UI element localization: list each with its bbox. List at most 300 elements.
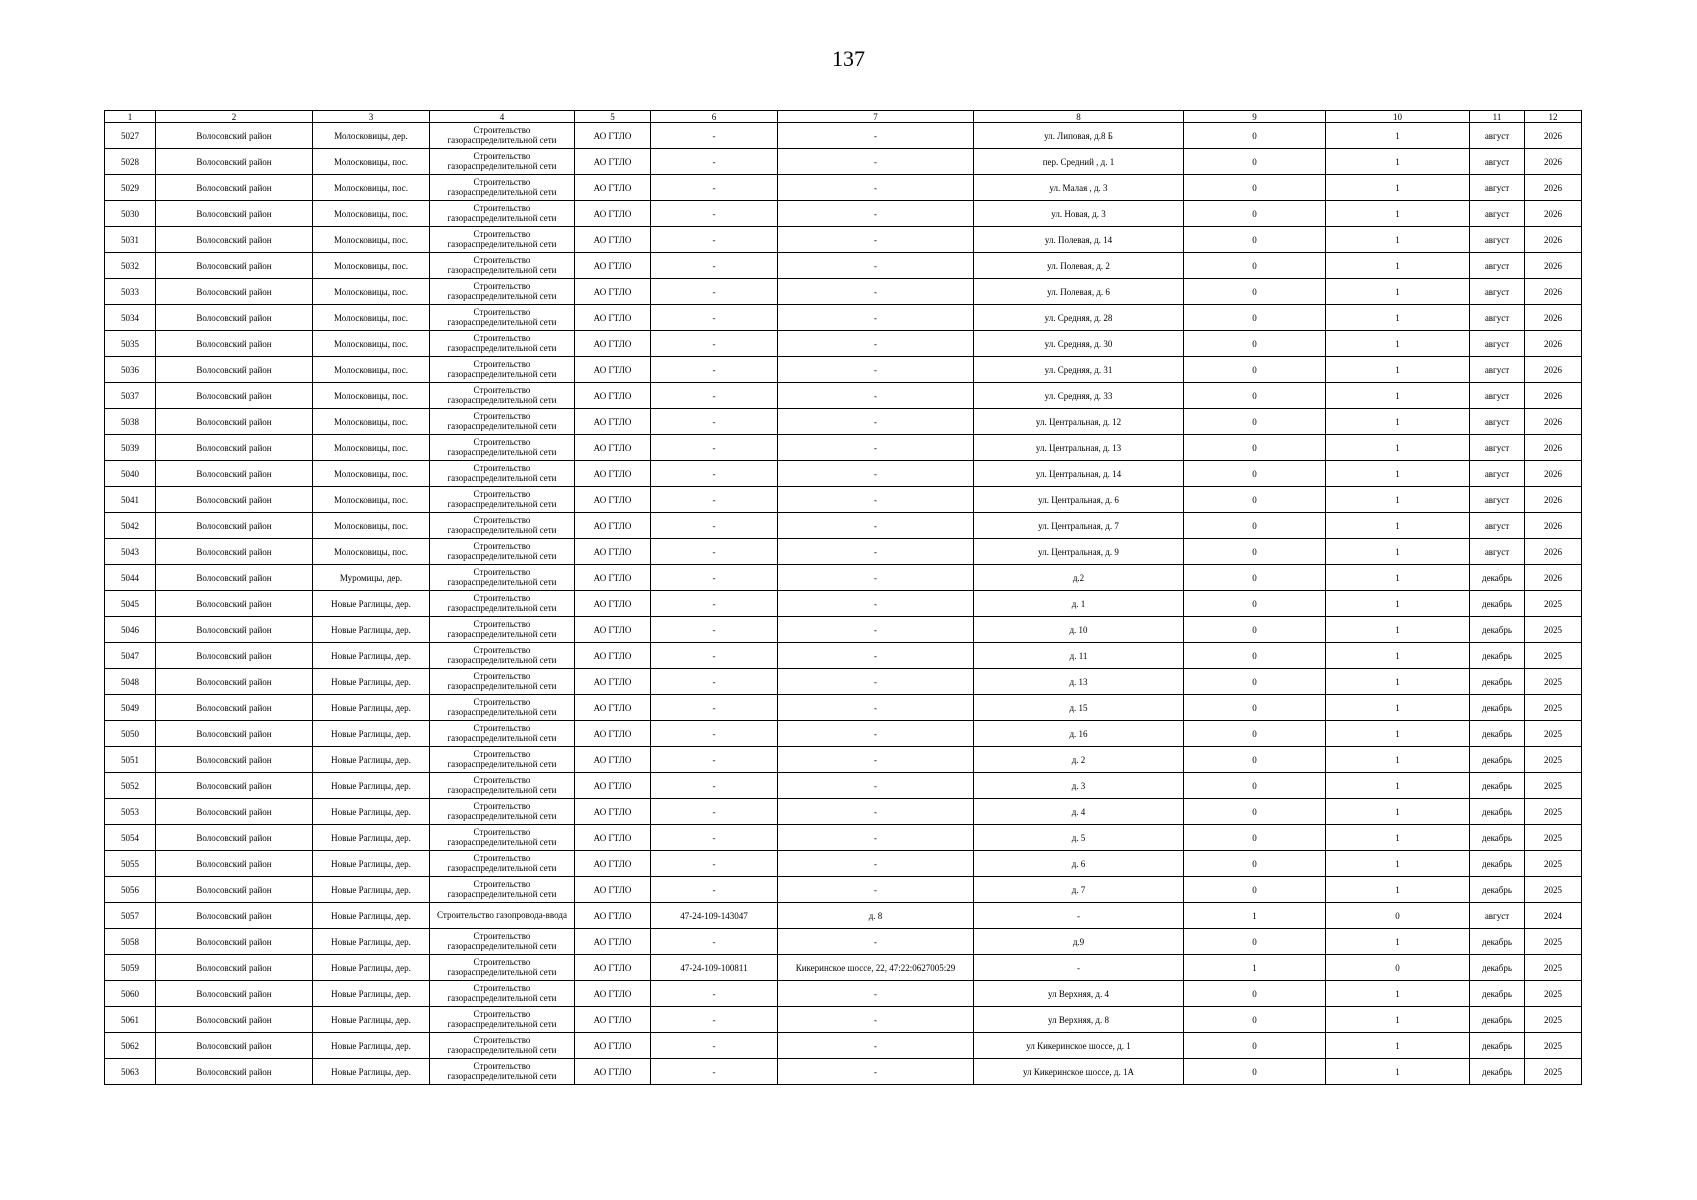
table-cell: АО ГТЛО	[575, 1059, 651, 1085]
table-cell: 0	[1184, 877, 1326, 903]
table-cell: 2025	[1525, 1059, 1582, 1085]
table-cell: 0	[1184, 825, 1326, 851]
table-cell: август	[1470, 487, 1525, 513]
table-cell: -	[651, 253, 778, 279]
table-cell: 5050	[105, 721, 156, 747]
table-cell: -	[651, 1033, 778, 1059]
table-cell: Новые Раглицы, дер.	[313, 721, 430, 747]
table-cell: декабрь	[1470, 643, 1525, 669]
table-cell: Волосовский район	[156, 279, 313, 305]
table-cell: 5060	[105, 981, 156, 1007]
table-cell: АО ГТЛО	[575, 149, 651, 175]
table-cell: Строительство газораспределительной сети	[430, 799, 575, 825]
table-cell: декабрь	[1470, 1059, 1525, 1085]
table-cell: декабрь	[1470, 981, 1525, 1007]
table-row	[105, 981, 1582, 1007]
table-cell: АО ГТЛО	[575, 591, 651, 617]
table-cell: Новые Раглицы, дер.	[313, 799, 430, 825]
table-cell: 0	[1184, 383, 1326, 409]
table-cell: ул. Центральная, д. 14	[974, 461, 1184, 487]
table-row	[105, 669, 1582, 695]
table-cell: декабрь	[1470, 721, 1525, 747]
table-cell: Волосовский район	[156, 721, 313, 747]
table-cell: 2026	[1525, 539, 1582, 565]
table-row	[105, 409, 1582, 435]
table-cell: 1	[1326, 669, 1470, 695]
table-cell: -	[651, 695, 778, 721]
table-cell: АО ГТЛО	[575, 539, 651, 565]
table-cell: ул Верхняя, д. 8	[974, 1007, 1184, 1033]
table-cell: АО ГТЛО	[575, 461, 651, 487]
table-cell: декабрь	[1470, 669, 1525, 695]
table-cell: август	[1470, 305, 1525, 331]
table-cell: ул. Центральная, д. 7	[974, 513, 1184, 539]
table-cell: АО ГТЛО	[575, 929, 651, 955]
table-cell: -	[651, 435, 778, 461]
table-cell: -	[651, 305, 778, 331]
table-cell: декабрь	[1470, 591, 1525, 617]
table-cell: 1	[1326, 1059, 1470, 1085]
table-cell: Волосовский район	[156, 591, 313, 617]
table-cell: Молосковицы, дер.	[313, 123, 430, 149]
table-cell: АО ГТЛО	[575, 331, 651, 357]
table-cell: АО ГТЛО	[575, 279, 651, 305]
table-cell: август	[1470, 123, 1525, 149]
table-cell: 0	[1184, 305, 1326, 331]
table-cell: Новые Раглицы, дер.	[313, 851, 430, 877]
table-cell: 5058	[105, 929, 156, 955]
table-cell: -	[651, 175, 778, 201]
table-cell: Волосовский район	[156, 253, 313, 279]
table-cell: 1	[1326, 175, 1470, 201]
table-cell: 2025	[1525, 851, 1582, 877]
table-row	[105, 253, 1582, 279]
table-cell: 0	[1184, 123, 1326, 149]
table-cell: август	[1470, 435, 1525, 461]
table-cell: д. 10	[974, 617, 1184, 643]
table-cell: декабрь	[1470, 851, 1525, 877]
page-number: 137	[832, 46, 865, 71]
table-cell: -	[778, 721, 974, 747]
table-cell: -	[651, 383, 778, 409]
table-row	[105, 201, 1582, 227]
table-cell: Новые Раглицы, дер.	[313, 877, 430, 903]
table-cell: -	[778, 643, 974, 669]
table-cell: декабрь	[1470, 955, 1525, 981]
table-cell: -	[651, 149, 778, 175]
table-cell: 1	[1326, 773, 1470, 799]
table-row	[105, 877, 1582, 903]
table-cell: август	[1470, 461, 1525, 487]
table-cell: 0	[1184, 513, 1326, 539]
table-cell: -	[778, 279, 974, 305]
table-cell: Волосовский район	[156, 123, 313, 149]
table-cell: АО ГТЛО	[575, 721, 651, 747]
table-cell: Волосовский район	[156, 201, 313, 227]
table-cell: 5063	[105, 1059, 156, 1085]
table-cell: ул Кикеринское шоссе, д. 1	[974, 1033, 1184, 1059]
table-cell: Волосовский район	[156, 799, 313, 825]
header-row	[105, 111, 1582, 123]
table-cell: ул Верхняя, д. 4	[974, 981, 1184, 1007]
table-cell: 1	[1326, 383, 1470, 409]
table-row	[105, 721, 1582, 747]
table-cell: Строительство газораспределительной сети	[430, 929, 575, 955]
table-cell: 0	[1184, 799, 1326, 825]
table-cell: 2026	[1525, 123, 1582, 149]
table-cell: АО ГТЛО	[575, 409, 651, 435]
table-cell: 5034	[105, 305, 156, 331]
table-cell: 2026	[1525, 331, 1582, 357]
table-cell: -	[778, 513, 974, 539]
table-cell: АО ГТЛО	[575, 773, 651, 799]
table-cell: Волосовский район	[156, 435, 313, 461]
table-cell: 1	[1326, 591, 1470, 617]
table-cell: АО ГТЛО	[575, 227, 651, 253]
table-row	[105, 747, 1582, 773]
table-cell: декабрь	[1470, 1007, 1525, 1033]
table-cell: -	[778, 747, 974, 773]
table-cell: -	[651, 617, 778, 643]
table-cell: 1	[1326, 799, 1470, 825]
table-cell: Волосовский район	[156, 331, 313, 357]
table-cell: -	[778, 669, 974, 695]
table-row	[105, 539, 1582, 565]
table-cell: Новые Раглицы, дер.	[313, 617, 430, 643]
table-cell: 2025	[1525, 721, 1582, 747]
table-cell: 0	[1184, 149, 1326, 175]
table-cell: август	[1470, 253, 1525, 279]
table-cell: 0	[1184, 929, 1326, 955]
table-cell: ул. Центральная, д. 12	[974, 409, 1184, 435]
table-cell: АО ГТЛО	[575, 643, 651, 669]
table-cell: ул. Полевая, д. 6	[974, 279, 1184, 305]
table-cell: 1	[1326, 279, 1470, 305]
table-cell: 1	[1326, 825, 1470, 851]
table-cell: Волосовский район	[156, 981, 313, 1007]
table-cell: 5059	[105, 955, 156, 981]
table-cell: Волосовский район	[156, 513, 313, 539]
table-cell: -	[778, 1033, 974, 1059]
table-cell: 1	[1326, 357, 1470, 383]
table-cell: 1	[1184, 903, 1326, 929]
table-cell: Строительство газораспределительной сети	[430, 591, 575, 617]
column-header: 3	[313, 111, 430, 123]
table-cell: 0	[1184, 227, 1326, 253]
table-cell: ул. Полевая, д. 14	[974, 227, 1184, 253]
table-cell: 1	[1326, 149, 1470, 175]
table-row	[105, 149, 1582, 175]
table-cell: 2025	[1525, 669, 1582, 695]
table-cell: 1	[1326, 461, 1470, 487]
table-cell: Волосовский район	[156, 383, 313, 409]
table-cell: -	[651, 227, 778, 253]
table-cell: -	[651, 643, 778, 669]
table-cell: д. 5	[974, 825, 1184, 851]
table-cell: 5047	[105, 643, 156, 669]
table-cell: Волосовский район	[156, 175, 313, 201]
table-row	[105, 903, 1582, 929]
table-cell: 5051	[105, 747, 156, 773]
table-cell: август	[1470, 227, 1525, 253]
table-cell: Волосовский район	[156, 357, 313, 383]
table-cell: 2025	[1525, 929, 1582, 955]
table-cell: ул. Центральная, д. 6	[974, 487, 1184, 513]
table-cell: 1	[1326, 929, 1470, 955]
table-cell: Волосовский район	[156, 1007, 313, 1033]
table-cell: 2026	[1525, 513, 1582, 539]
table-cell: ул. Новая, д. 3	[974, 201, 1184, 227]
table-cell: 5062	[105, 1033, 156, 1059]
table-cell: д. 7	[974, 877, 1184, 903]
table-cell: -	[651, 799, 778, 825]
table-cell: 2025	[1525, 643, 1582, 669]
table-row	[105, 695, 1582, 721]
table-cell: -	[651, 825, 778, 851]
table-cell: август	[1470, 383, 1525, 409]
table-cell: август	[1470, 539, 1525, 565]
table-cell: 1	[1326, 513, 1470, 539]
table-cell: -	[778, 799, 974, 825]
table-cell: -	[778, 1059, 974, 1085]
table-cell: ул. Центральная, д. 9	[974, 539, 1184, 565]
table-cell: -	[651, 409, 778, 435]
table-cell: 2026	[1525, 253, 1582, 279]
table-cell: 1	[1326, 435, 1470, 461]
table-row	[105, 175, 1582, 201]
table-row	[105, 461, 1582, 487]
table-cell: Строительство газораспределительной сети	[430, 539, 575, 565]
table-cell: 2026	[1525, 565, 1582, 591]
table-cell: 1	[1326, 981, 1470, 1007]
table-cell: Волосовский район	[156, 669, 313, 695]
table-cell: 0	[1184, 357, 1326, 383]
table-cell: Молосковицы, пос.	[313, 305, 430, 331]
table-row	[105, 513, 1582, 539]
table-row	[105, 383, 1582, 409]
table-cell: 5049	[105, 695, 156, 721]
column-header: 1	[105, 111, 156, 123]
table-cell: 0	[1184, 279, 1326, 305]
table-cell: -	[778, 877, 974, 903]
table-cell: Волосовский район	[156, 487, 313, 513]
table-cell: -	[778, 227, 974, 253]
table-cell: АО ГТЛО	[575, 903, 651, 929]
table-cell: Молосковицы, пос.	[313, 331, 430, 357]
table-cell: 5053	[105, 799, 156, 825]
table-cell: 2025	[1525, 1007, 1582, 1033]
table-row	[105, 565, 1582, 591]
table-cell: -	[651, 487, 778, 513]
table-cell: 0	[1184, 591, 1326, 617]
table-cell: Молосковицы, пос.	[313, 357, 430, 383]
table-cell: -	[651, 929, 778, 955]
table-cell: -	[651, 357, 778, 383]
table-cell: 5036	[105, 357, 156, 383]
column-header: 10	[1326, 111, 1470, 123]
table-cell: 5030	[105, 201, 156, 227]
table-cell: -	[651, 747, 778, 773]
table-row	[105, 851, 1582, 877]
column-header: 4	[430, 111, 575, 123]
table-cell: АО ГТЛО	[575, 175, 651, 201]
table-cell: 1	[1326, 123, 1470, 149]
table-cell: -	[778, 331, 974, 357]
table-cell: 1	[1326, 721, 1470, 747]
table-cell: 5042	[105, 513, 156, 539]
table-cell: август	[1470, 279, 1525, 305]
table-cell: Строительство газораспределительной сети	[430, 461, 575, 487]
table-cell: АО ГТЛО	[575, 669, 651, 695]
table-cell: Строительство газораспределительной сети	[430, 565, 575, 591]
table-cell: АО ГТЛО	[575, 201, 651, 227]
table-cell: АО ГТЛО	[575, 851, 651, 877]
table-cell: 0	[1184, 175, 1326, 201]
table-cell: 47-24-109-100811	[651, 955, 778, 981]
table-cell: 2025	[1525, 773, 1582, 799]
table-cell: 0	[1184, 721, 1326, 747]
table-cell: 2025	[1525, 955, 1582, 981]
table-cell: 1	[1326, 851, 1470, 877]
column-header: 9	[1184, 111, 1326, 123]
table-cell: 5061	[105, 1007, 156, 1033]
table-cell: 0	[1184, 1033, 1326, 1059]
table-cell: -	[651, 565, 778, 591]
table-cell: -	[651, 773, 778, 799]
table-cell: 1	[1326, 565, 1470, 591]
table-cell: 5043	[105, 539, 156, 565]
table-cell: АО ГТЛО	[575, 253, 651, 279]
table-cell: август	[1470, 409, 1525, 435]
table-cell: -	[651, 331, 778, 357]
table-cell: декабрь	[1470, 1033, 1525, 1059]
table-cell: -	[778, 305, 974, 331]
table-cell: д.2	[974, 565, 1184, 591]
table-cell: 0	[1184, 201, 1326, 227]
table-cell: Молосковицы, пос.	[313, 461, 430, 487]
table-cell: -	[651, 721, 778, 747]
column-header: 6	[651, 111, 778, 123]
table-cell: 1	[1326, 695, 1470, 721]
table-cell: -	[651, 1059, 778, 1085]
table-cell: Волосовский район	[156, 1033, 313, 1059]
table-cell: Новые Раглицы, дер.	[313, 1059, 430, 1085]
table-cell: -	[651, 591, 778, 617]
table-cell: 5041	[105, 487, 156, 513]
table-cell: декабрь	[1470, 773, 1525, 799]
table-cell: АО ГТЛО	[575, 799, 651, 825]
table-cell: 5035	[105, 331, 156, 357]
table-cell: ул. Средняя, д. 28	[974, 305, 1184, 331]
table-row	[105, 305, 1582, 331]
table-cell: 1	[1326, 747, 1470, 773]
table-cell: 5040	[105, 461, 156, 487]
table-cell: д. 1	[974, 591, 1184, 617]
table-cell: Молосковицы, пос.	[313, 175, 430, 201]
table-cell: -	[778, 591, 974, 617]
table-cell: 2026	[1525, 175, 1582, 201]
table-cell: 5038	[105, 409, 156, 435]
table-cell: Молосковицы, пос.	[313, 279, 430, 305]
table-cell: Волосовский район	[156, 149, 313, 175]
table-row	[105, 357, 1582, 383]
table-cell: Волосовский район	[156, 825, 313, 851]
table-cell: -	[651, 539, 778, 565]
table-cell: Волосовский район	[156, 1059, 313, 1085]
table-cell: 0	[1184, 461, 1326, 487]
table-row	[105, 929, 1582, 955]
column-header: 12	[1525, 111, 1582, 123]
table-row	[105, 1059, 1582, 1085]
table-cell: 5028	[105, 149, 156, 175]
table-cell: Строительство газораспределительной сети	[430, 175, 575, 201]
table-row	[105, 591, 1582, 617]
table-row	[105, 227, 1582, 253]
table-cell: 1	[1326, 1007, 1470, 1033]
table-cell: 1	[1326, 253, 1470, 279]
table-cell: д. 4	[974, 799, 1184, 825]
table-cell: декабрь	[1470, 877, 1525, 903]
table-cell: 1	[1326, 539, 1470, 565]
table-cell: 0	[1184, 1007, 1326, 1033]
table-cell: АО ГТЛО	[575, 123, 651, 149]
table-cell: -	[778, 695, 974, 721]
table-cell: 2025	[1525, 747, 1582, 773]
table-cell: ул. Полевая, д. 2	[974, 253, 1184, 279]
table-cell: ул. Липовая, д.8 Б	[974, 123, 1184, 149]
table-cell: 2026	[1525, 357, 1582, 383]
table-row	[105, 773, 1582, 799]
table-cell: 0	[1184, 851, 1326, 877]
table-cell: АО ГТЛО	[575, 305, 651, 331]
table-cell: Строительство газопровода-ввода	[430, 903, 575, 929]
table-cell: ул. Средняя, д. 31	[974, 357, 1184, 383]
table-row	[105, 1007, 1582, 1033]
table-cell: 2026	[1525, 409, 1582, 435]
table-cell: -	[778, 487, 974, 513]
table-cell: -	[778, 175, 974, 201]
table-cell: АО ГТЛО	[575, 487, 651, 513]
table-cell: Строительство газораспределительной сети	[430, 1059, 575, 1085]
table-cell: АО ГТЛО	[575, 955, 651, 981]
table-cell: 5033	[105, 279, 156, 305]
table-cell: Молосковицы, пос.	[313, 539, 430, 565]
table-cell: Волосовский район	[156, 929, 313, 955]
table-cell: 0	[1184, 695, 1326, 721]
table-cell: -	[778, 461, 974, 487]
table-cell: Молосковицы, пос.	[313, 383, 430, 409]
table-cell: 2026	[1525, 487, 1582, 513]
table-cell: д. 3	[974, 773, 1184, 799]
table-cell: -	[778, 383, 974, 409]
table-cell: Строительство газораспределительной сети	[430, 409, 575, 435]
table-cell: Строительство газораспределительной сети	[430, 695, 575, 721]
table-cell: Строительство газораспределительной сети	[430, 1007, 575, 1033]
table-row	[105, 1033, 1582, 1059]
table-cell: 2025	[1525, 1033, 1582, 1059]
table-cell: 2026	[1525, 201, 1582, 227]
table-cell: август	[1470, 513, 1525, 539]
table-cell: ул. Средняя, д. 33	[974, 383, 1184, 409]
table-cell: -	[778, 981, 974, 1007]
table-cell: август	[1470, 903, 1525, 929]
table-cell: Строительство газораспределительной сети	[430, 383, 575, 409]
table-cell: Новые Раглицы, дер.	[313, 773, 430, 799]
table-cell: декабрь	[1470, 617, 1525, 643]
table-cell: Волосовский район	[156, 747, 313, 773]
table-cell: 2025	[1525, 981, 1582, 1007]
table-cell: 0	[1184, 409, 1326, 435]
